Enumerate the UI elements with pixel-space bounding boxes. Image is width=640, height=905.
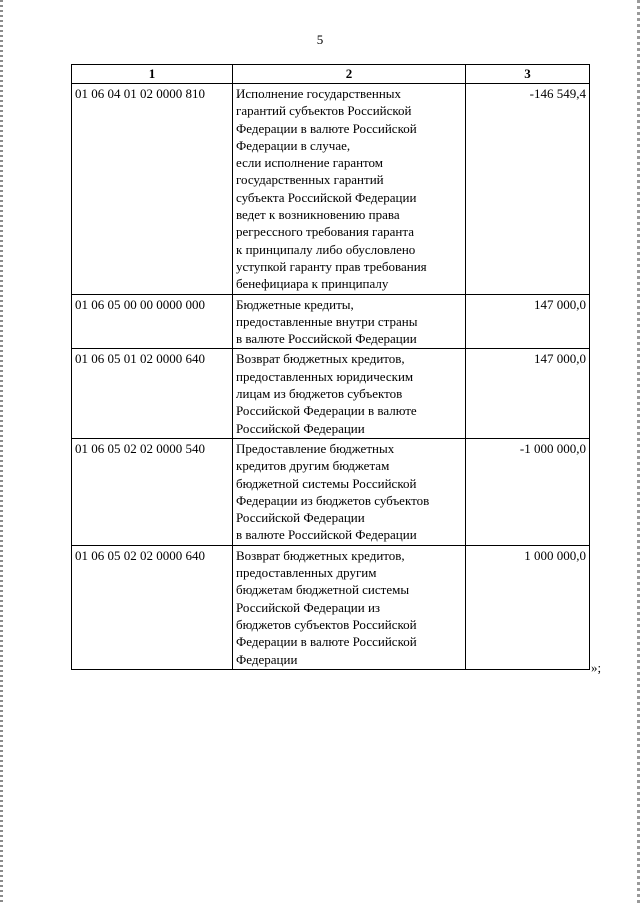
row-amount: -146 549,4 [466,84,590,295]
column-header-code: 1 [72,65,233,84]
row-description: Исполнение государственных гарантий субъектов Российской Федерации в валюте Российской Федерации в случае, если исполнение гарантом государственных гарантий субъекта Российской Федерации ведет к возникновению права регрессного требования гаранта к принципалу либо обусловлено уступкой гаранту прав требования бенефициара к принципалу [233,84,466,295]
row-description: Возврат бюджетных кредитов, предоставленных другим бюджетам бюджетной системы Российской Федерации из бюджетов субъектов Российской Федерации в валюте Российской Федерации [233,545,466,669]
table-row [72,438,590,545]
row-code: 01 06 05 00 00 0000 000 [72,294,233,349]
row-code: 01 06 05 02 02 0000 640 [72,545,233,669]
table-row [72,545,590,669]
row-code: 01 06 04 01 02 0000 810 [72,84,233,295]
scan-left-edge [0,0,3,905]
column-header-amount: 3 [466,65,590,84]
row-amount: -1 000 000,0 [466,438,590,545]
row-amount: 147 000,0 [466,294,590,349]
table-row [72,84,590,295]
budget-sources-table [71,64,590,670]
table-row [72,349,590,438]
row-description: Предоставление бюджетных кредитов другим бюджетам бюджетной системы Российской Федерации из бюджетов субъектов Российской Федерации в валюте Российской Федерации [233,438,466,545]
row-code: 01 06 05 01 02 0000 640 [72,349,233,438]
table-row [72,294,590,349]
row-amount: 147 000,0 [466,349,590,438]
column-header-description: 2 [233,65,466,84]
row-amount: 1 000 000,0 [466,545,590,669]
table-header-row [72,65,590,84]
page-number: 5 [316,32,324,47]
closing-quote-mark: »; [591,660,602,675]
row-description: Возврат бюджетных кредитов, предоставленных юридическим лицам из бюджетов субъектов Российской Федерации в валюте Российской Федерации [233,349,466,438]
row-code: 01 06 05 02 02 0000 540 [72,438,233,545]
row-description: Бюджетные кредиты, предоставленные внутри страны в валюте Российской Федерации [233,294,466,349]
